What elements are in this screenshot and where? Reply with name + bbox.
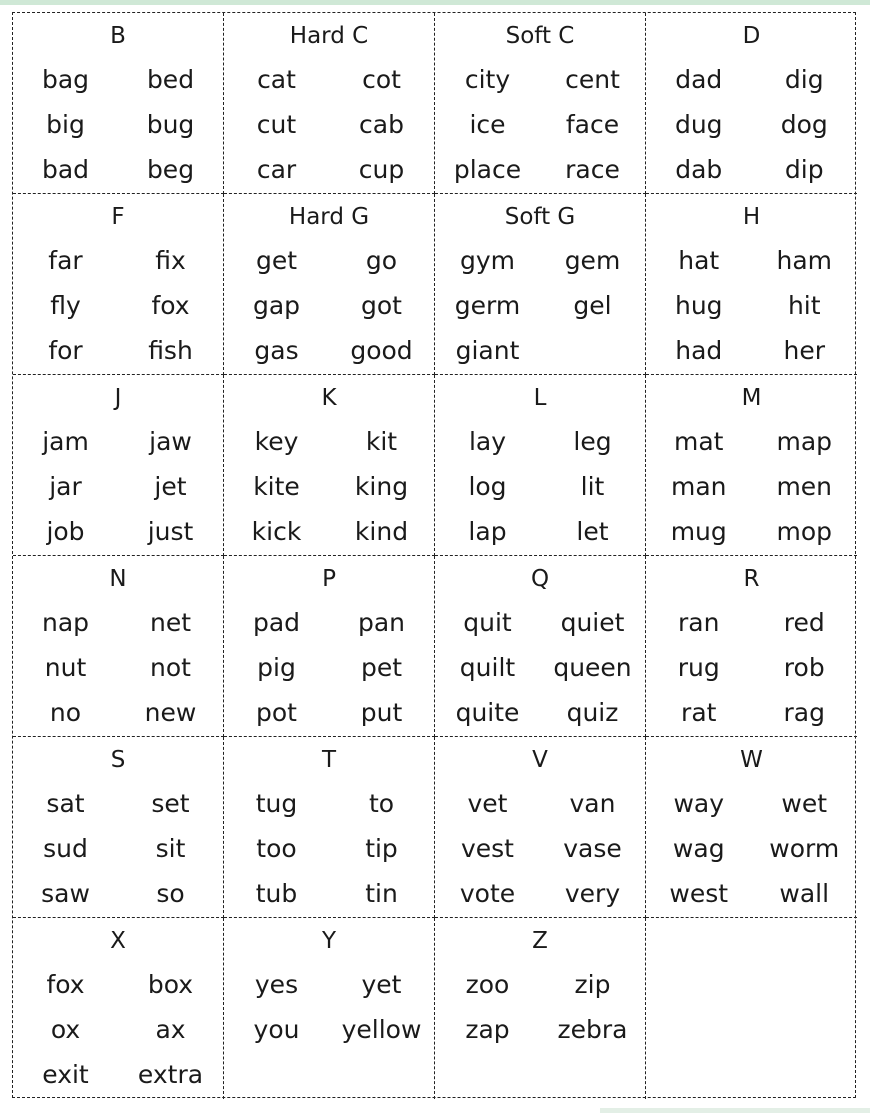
card-word: quiz [566, 698, 619, 727]
card-word: extra [137, 1060, 204, 1089]
card-word: zebra [557, 1015, 628, 1044]
card-heading: X [110, 928, 126, 954]
card-x [13, 918, 224, 1099]
card-word: fix [155, 246, 186, 275]
card-word: box [147, 970, 194, 999]
card-n [13, 556, 224, 737]
card-soft-c [435, 13, 646, 194]
card-word: way [673, 789, 725, 818]
card-word: dab [675, 155, 723, 184]
card-word: mug [670, 517, 727, 546]
card-heading: S [110, 747, 126, 773]
card-heading: Soft C [505, 23, 575, 49]
card-word: tip [365, 834, 398, 863]
card-word: ham [776, 246, 833, 275]
card-word: ax [155, 1015, 186, 1044]
card-word: giant [455, 336, 520, 365]
card-empty [646, 918, 857, 1099]
card-word: vase [563, 834, 622, 863]
card-word: cot [362, 65, 401, 94]
card-heading: Hard G [288, 204, 370, 230]
card-word: ice [469, 110, 506, 139]
card-heading: Q [530, 566, 550, 592]
card-word: to [368, 789, 395, 818]
card-word: leg [573, 427, 612, 456]
card-word: dug [674, 110, 723, 139]
card-word: good [350, 336, 413, 365]
card-word: queen [553, 653, 632, 682]
card-word: pad [252, 608, 301, 637]
card-word: pig [257, 653, 296, 682]
card-word: zap [465, 1015, 510, 1044]
card-heading: J [114, 385, 122, 411]
card-word: bag [41, 65, 90, 94]
card-word: west [669, 879, 729, 908]
card-word: men [776, 472, 833, 501]
card-t [224, 737, 435, 918]
card-word: kite [253, 472, 300, 501]
card-heading: M [741, 385, 762, 411]
card-word: just [147, 517, 194, 546]
card-word: face [565, 110, 620, 139]
card-soft-g [435, 194, 646, 375]
card-word: sud [43, 834, 88, 863]
card-word: you [253, 1015, 300, 1044]
card-f [13, 194, 224, 375]
card-heading: Soft G [504, 204, 576, 230]
card-word: go [365, 246, 398, 275]
card-word: race [565, 155, 620, 184]
card-word: cup [358, 155, 405, 184]
card-heading: V [532, 747, 548, 773]
card-word: nap [41, 608, 90, 637]
card-word: let [576, 517, 609, 546]
card-word: beg [146, 155, 195, 184]
card-word: ran [678, 608, 720, 637]
card-word: lay [468, 427, 507, 456]
card-word: pot [256, 698, 297, 727]
card-word: gas [254, 336, 299, 365]
card-word: zoo [465, 970, 510, 999]
card-word: fox [151, 291, 190, 320]
card-word: bug [146, 110, 195, 139]
card-word: no [49, 698, 82, 727]
card-heading: T [321, 747, 337, 773]
card-word: cut [256, 110, 297, 139]
card-word: tub [255, 879, 298, 908]
card-b [13, 13, 224, 194]
card-word: had [675, 336, 723, 365]
top-accent-strip [0, 0, 870, 5]
card-word: rob [783, 653, 825, 682]
card-word: set [151, 789, 190, 818]
card-word: mop [776, 517, 833, 546]
card-word: van [569, 789, 616, 818]
card-word: saw [41, 879, 90, 908]
card-word: very [564, 879, 621, 908]
card-word: put [360, 698, 403, 727]
card-word: king [354, 472, 409, 501]
card-m [646, 375, 857, 556]
card-d [646, 13, 857, 194]
card-word: worm [769, 834, 840, 863]
card-word: big [46, 110, 85, 139]
card-word: exit [42, 1060, 89, 1089]
card-word: jaw [149, 427, 192, 456]
card-word: tug [255, 789, 298, 818]
card-word: gym [459, 246, 516, 275]
card-word: dog [780, 110, 828, 139]
card-word: log [468, 472, 507, 501]
card-word: vet [467, 789, 508, 818]
card-hard-g [224, 194, 435, 375]
card-word: jet [154, 472, 187, 501]
card-word: hit [787, 291, 821, 320]
card-p [224, 556, 435, 737]
card-word: cat [257, 65, 296, 94]
card-word: dad [675, 65, 723, 94]
card-word: vote [459, 879, 516, 908]
card-word: nut [44, 653, 87, 682]
card-word: quilt [459, 653, 516, 682]
card-word: so [156, 879, 185, 908]
card-word: yet [361, 970, 402, 999]
card-j [13, 375, 224, 556]
card-word: rug [677, 653, 720, 682]
card-word: germ [454, 291, 521, 320]
card-word: far [48, 246, 83, 275]
card-word: get [255, 246, 298, 275]
card-k [224, 375, 435, 556]
card-word: dig [784, 65, 824, 94]
card-word: ox [50, 1015, 81, 1044]
card-word: sat [46, 789, 85, 818]
card-word: kick [251, 517, 302, 546]
card-word: kit [365, 427, 398, 456]
card-heading: L [533, 385, 547, 411]
card-word: rat [681, 698, 717, 727]
card-word: bed [146, 65, 195, 94]
bottom-accent-strip [600, 1108, 870, 1113]
card-word: hug [674, 291, 723, 320]
card-word: pet [360, 653, 403, 682]
card-word: rag [783, 698, 825, 727]
card-heading: Y [321, 928, 337, 954]
card-word: for [48, 336, 83, 365]
card-word: jam [42, 427, 89, 456]
card-word: new [144, 698, 197, 727]
card-heading: Hard C [289, 23, 369, 49]
card-heading: B [110, 23, 126, 49]
card-heading: Z [532, 928, 548, 954]
card-word: man [670, 472, 727, 501]
card-word: bad [41, 155, 90, 184]
card-word: fly [50, 291, 81, 320]
card-word: net [149, 608, 192, 637]
card-word: gem [564, 246, 621, 275]
card-word: quit [463, 608, 512, 637]
card-word: pan [357, 608, 406, 637]
phonics-word-card-sheet [12, 12, 856, 1098]
card-word: lap [468, 517, 507, 546]
card-v [435, 737, 646, 918]
card-q [435, 556, 646, 737]
card-word: fox [46, 970, 85, 999]
card-heading: P [322, 566, 336, 592]
card-word: quiet [560, 608, 625, 637]
card-heading: R [743, 566, 760, 592]
card-word: her [783, 336, 825, 365]
card-word: fish [148, 336, 193, 365]
card-h [646, 194, 857, 375]
card-y [224, 918, 435, 1099]
card-word: job [46, 517, 85, 546]
card-r [646, 556, 857, 737]
card-word: quite [455, 698, 520, 727]
card-l [435, 375, 646, 556]
card-word: yes [254, 970, 299, 999]
card-word: map [776, 427, 833, 456]
card-heading: K [321, 385, 337, 411]
card-word: lit [580, 472, 605, 501]
card-heading: W [740, 747, 763, 773]
card-word: too [256, 834, 297, 863]
card-word: zip [574, 970, 611, 999]
card-word: kind [354, 517, 409, 546]
card-heading: D [742, 23, 761, 49]
card-heading: H [742, 204, 761, 230]
card-hard-c [224, 13, 435, 194]
card-heading: F [111, 204, 125, 230]
card-word: jar [49, 472, 82, 501]
card-word: wall [779, 879, 830, 908]
card-z [435, 918, 646, 1099]
card-word: not [150, 653, 191, 682]
card-word: got [361, 291, 402, 320]
card-word: red [783, 608, 825, 637]
card-word: yellow [341, 1015, 422, 1044]
card-word: vest [460, 834, 514, 863]
card-word: gel [573, 291, 612, 320]
card-word: wag [672, 834, 725, 863]
card-word: sit [155, 834, 186, 863]
card-word: city [464, 65, 511, 94]
card-word: cab [359, 110, 404, 139]
card-word: mat [674, 427, 724, 456]
card-word: gap [252, 291, 301, 320]
card-heading: N [109, 566, 127, 592]
card-word: dip [784, 155, 824, 184]
card-word: key [254, 427, 299, 456]
card-word: car [256, 155, 297, 184]
card-word: tin [365, 879, 398, 908]
card-word: hat [678, 246, 720, 275]
card-word: place [453, 155, 522, 184]
card-w [646, 737, 857, 918]
card-s [13, 737, 224, 918]
card-word: cent [565, 65, 620, 94]
card-word: wet [781, 789, 828, 818]
